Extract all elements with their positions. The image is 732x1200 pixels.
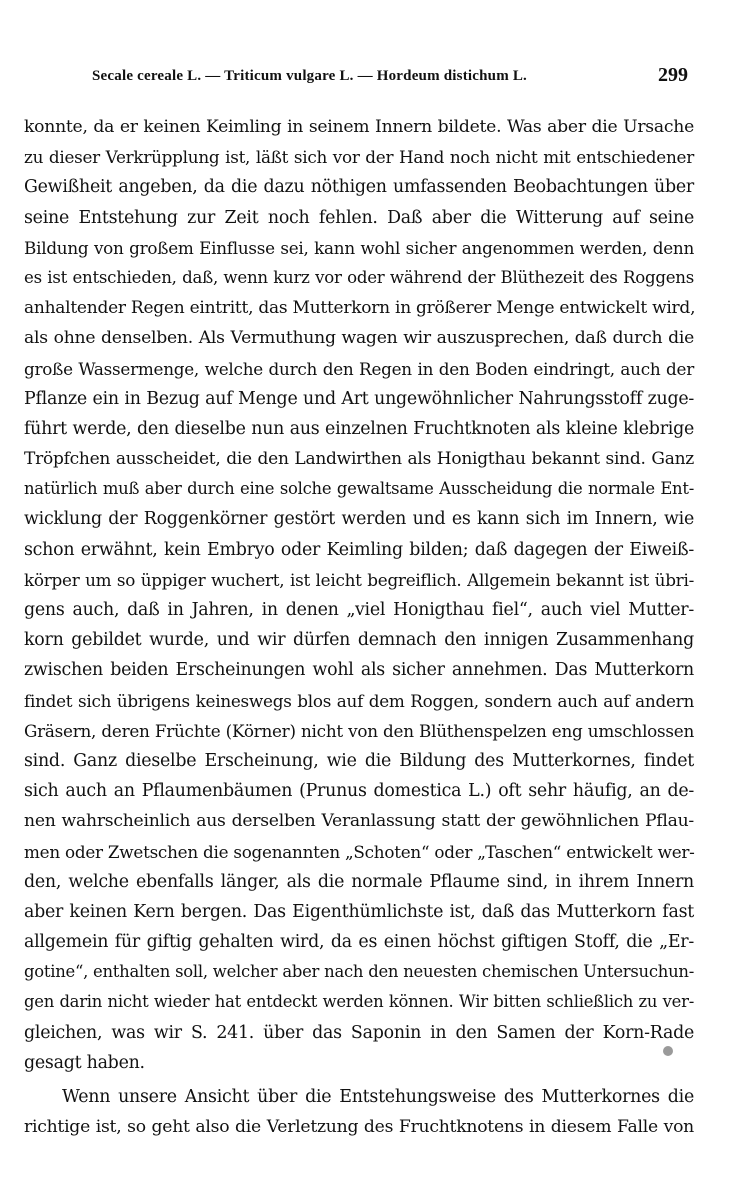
text-line: sind. Ganz dieselbe Erscheinung, wie die Bildung des Mutterkornes, findet [24, 750, 694, 771]
text-line: es ist entschieden, daß, wenn kurz vor oder während der Blüthezeit des Roggens [24, 267, 694, 287]
text-line: gesagt haben. [24, 1052, 145, 1073]
text-line: konnte, da er keinen Keimling in seinem Innern bildete. Was aber die Ursache [24, 117, 694, 137]
text-line: gen darin nicht wieder hat entdeckt werden können. Wir bitten schließlich zu ver- [24, 992, 694, 1012]
text-line: schon erwähnt, kein Embryo oder Keimling bilden; daß dagegen der Eiweiß- [24, 539, 694, 560]
text-line: wicklung der Roggenkörner gestört werden und es kann sich im Innern, wie [24, 509, 694, 530]
text-line: allgemein für giftig gehalten wird, da es einen höchst giftigen Stoff, die „Er- [24, 932, 694, 953]
text-line: aber keinen Kern bergen. Das Eigenthümlichste ist, daß das Mutterkorn fast [24, 901, 694, 922]
text-line: Pflanze ein in Bezug auf Menge und Art ungewöhnlicher Nahrungsstoff zuge- [24, 388, 694, 409]
text-line: nen wahrscheinlich aus derselben Veranlassung statt der gewöhnlichen Pflau- [24, 811, 694, 832]
text-line: Tröpfchen ausscheidet, die den Landwirthen als Honigthau bekannt sind. Ganz [24, 449, 694, 470]
text-line: Wenn unsere Ansicht über die Entstehungsweise des Mutterkornes die [62, 1087, 694, 1107]
page-header [92, 64, 692, 90]
text-line: führt werde, den dieselbe nun aus einzelnen Fruchtknoten als kleine klebrige [24, 418, 694, 439]
text-line: natürlich muß aber durch eine solche gewaltsame Ausscheidung die normale Ent- [24, 479, 694, 499]
text-line: richtige ist, so geht also die Verletzung des Fruchtknotens in diesem Falle von [24, 1117, 694, 1138]
running-title: Secale cereale L. — Triticum vulgare L. — Hordeum distichum L. [92, 68, 527, 84]
body-text [24, 112, 694, 1142]
text-line: gotine“, enthalten soll, welcher aber nach den neuesten chemischen Untersuchun- [24, 962, 694, 982]
text-line: gens auch, daß in Jahren, in denen „viel Honigthau fiel“, auch viel Mutter- [24, 600, 694, 620]
text-line: sich auch an Pflaumenbäumen (Prunus domestica L.) oft sehr häufig, an de- [24, 781, 694, 802]
text-line: große Wassermenge, welche durch den Regen in den Boden eindringt, auch der [24, 358, 694, 379]
ink-speck [663, 1046, 673, 1056]
paragraph-1 [24, 112, 694, 1078]
text-line: zu dieser Verkrüpplung ist, läßt sich vor der Hand noch nicht mit entschiedener [24, 147, 694, 168]
text-line: den, welche ebenfalls länger, als die normale Pflaume sind, in ihrem Innern [24, 871, 694, 892]
text-line: korn gebildet wurde, und wir dürfen demnach den innigen Zusammenhang [24, 630, 694, 651]
text-line: men oder Zwetschen die sogenannten „Schoten“ oder „Taschen“ entwickelt wer- [24, 841, 695, 862]
paragraph-2 [24, 1082, 694, 1142]
text-line: Gewißheit angeben, da die dazu nöthigen umfassenden Beobachtungen über [24, 177, 694, 198]
page-number: 299 [658, 64, 688, 86]
text-line: findet sich übrigens keineswegs blos auf dem Roggen, sondern auch auf andern [24, 690, 694, 711]
text-line: als ohne denselben. Als Vermuthung wagen wir auszusprechen, daß durch die [24, 328, 694, 349]
text-line: Gräsern, deren Früchte (Körner) nicht von den Blüthenspelzen eng umschlossen [24, 720, 694, 741]
text-line: seine Entstehung zur Zeit noch fehlen. Daß aber die Witterung auf seine [24, 207, 694, 228]
text-line: Bildung von großem Einflusse sei, kann wohl sicher angenommen werden, denn [24, 237, 694, 258]
text-line: körper um so üppiger wuchert, ist leicht begreiflich. Allgemein bekannt ist übri- [24, 569, 694, 590]
text-line: zwischen beiden Erscheinungen wohl als sicher annehmen. Das Mutterkorn [24, 660, 694, 681]
text-line: anhaltender Regen eintritt, das Mutterkorn in größerer Menge entwickelt wird, [24, 298, 696, 319]
text-line: gleichen, was wir S. 241. über das Saponin in den Samen der Korn-Rade [24, 1022, 694, 1043]
